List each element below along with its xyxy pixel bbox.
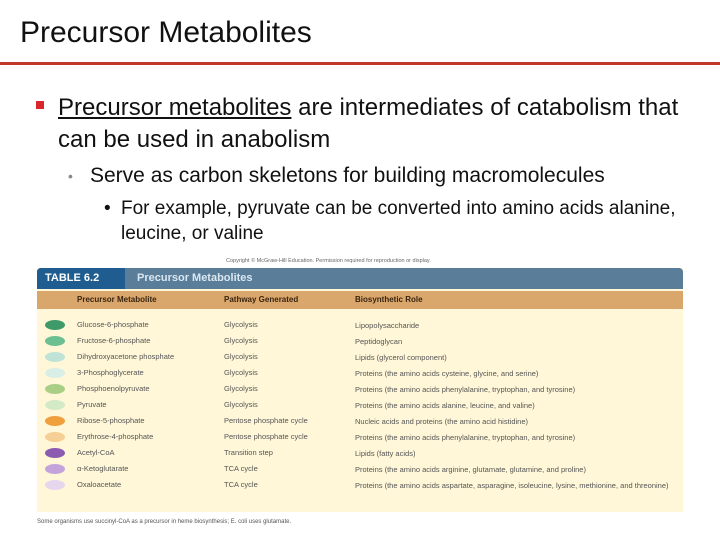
title-divider: [0, 62, 720, 65]
bullet-text: are intermediates of catabolism that can be used in anabolism: [58, 94, 679, 153]
cell-metabolite: Fructose-6-phosphate: [77, 336, 151, 345]
cell-metabolite: Pyruvate: [77, 400, 107, 409]
metabolite-color-oval-icon: [45, 448, 65, 458]
metabolite-color-oval-icon: [45, 416, 65, 426]
cell-pathway: Glycolysis: [224, 352, 258, 361]
copyright-notice: Copyright © McGraw-Hill Education. Permission required for reproduction or display.: [226, 258, 431, 264]
slide-title: Precursor Metabolites: [20, 16, 312, 49]
cell-pathway: Pentose phosphate cycle: [224, 432, 308, 441]
cell-role: Proteins (the amino acids aspartate, asparagine, isoleucine, lysine, methionine, and threonine): [355, 481, 669, 490]
table-header: [37, 291, 683, 309]
cell-role: Proteins (the amino acids cysteine, glycine, and serine): [355, 369, 539, 378]
header-role: Biosynthetic Role: [355, 295, 423, 304]
header-pathway: Pathway Generated: [224, 295, 299, 304]
bullet-dot-icon: •: [68, 168, 73, 184]
cell-pathway: TCA cycle: [224, 480, 258, 489]
cell-pathway: Pentose phosphate cycle: [224, 416, 308, 425]
metabolite-color-oval-icon: [45, 464, 65, 474]
bullet-text: For example, pyruvate can be converted into amino acids alanine, leucine, or valine: [121, 198, 676, 244]
cell-pathway: Glycolysis: [224, 368, 258, 377]
header-metabolite: Precursor Metabolite: [77, 295, 157, 304]
cell-pathway: Glycolysis: [224, 336, 258, 345]
cell-pathway: TCA cycle: [224, 464, 258, 473]
metabolite-color-oval-icon: [45, 320, 65, 330]
cell-metabolite: Erythrose-4-phosphate: [77, 432, 154, 441]
table-row: [37, 429, 683, 445]
metabolite-color-oval-icon: [45, 368, 65, 378]
cell-role: Peptidoglycan: [355, 337, 403, 346]
bullet-text: Serve as carbon skeletons for building macromolecules: [90, 164, 605, 187]
precursor-table: [37, 268, 683, 512]
metabolite-color-oval-icon: [45, 400, 65, 410]
table-row: [37, 445, 683, 461]
cell-metabolite: α-Ketoglutarate: [77, 464, 129, 473]
cell-role: Lipids (glycerol component): [355, 353, 447, 362]
cell-metabolite: Ribose-5-phosphate: [77, 416, 145, 425]
table-row: [37, 333, 683, 349]
table-row: [37, 461, 683, 477]
table-row: [37, 349, 683, 365]
cell-pathway: Glycolysis: [224, 384, 258, 393]
cell-metabolite: Dihydroxyacetone phosphate: [77, 352, 175, 361]
cell-pathway: Transition step: [224, 448, 273, 457]
cell-role: Lipopolysaccharide: [355, 321, 420, 330]
metabolite-color-oval-icon: [45, 432, 65, 442]
cell-role: Proteins (the amino acids alanine, leucine, and valine): [355, 401, 535, 410]
table-name: Precursor Metabolites: [137, 272, 253, 284]
table-row: [37, 397, 683, 413]
cell-metabolite: 3-Phosphoglycerate: [77, 368, 144, 377]
cell-pathway: Glycolysis: [224, 320, 258, 329]
table-row: [37, 365, 683, 381]
metabolite-color-oval-icon: [45, 352, 65, 362]
cell-metabolite: Phosphoenolpyruvate: [77, 384, 150, 393]
table-footnote: Some organisms use succinyl-CoA as a precursor in heme biosynthesis; E. coli uses glutamate.: [37, 519, 292, 525]
table-label: TABLE 6.2: [37, 268, 125, 289]
metabolite-color-oval-icon: [45, 480, 65, 490]
cell-role: Proteins (the amino acids phenylalanine, tryptophan, and tyrosine): [355, 385, 576, 394]
table-row: [37, 317, 683, 333]
table-row: [37, 413, 683, 429]
cell-metabolite: Oxaloacetate: [77, 480, 122, 489]
cell-role: Proteins (the amino acids arginine, glutamate, glutamine, and proline): [355, 465, 586, 474]
bullet-dot-icon: •: [104, 198, 111, 219]
table-row: [37, 477, 683, 493]
bullet-square-icon: [36, 101, 44, 109]
metabolite-color-oval-icon: [45, 384, 65, 394]
metabolite-color-oval-icon: [45, 336, 65, 346]
cell-metabolite: Acetyl-CoA: [77, 448, 115, 457]
key-term: Precursor metabolites: [58, 94, 292, 121]
cell-role: Lipids (fatty acids): [355, 449, 416, 458]
table-title-bar: [37, 268, 683, 289]
cell-role: Nucleic acids and proteins (the amino acid histidine): [355, 417, 529, 426]
cell-metabolite: Glucose-6-phosphate: [77, 320, 149, 329]
cell-pathway: Glycolysis: [224, 400, 258, 409]
cell-role: Proteins (the amino acids phenylalanine, tryptophan, and tyrosine): [355, 433, 576, 442]
table-row: [37, 381, 683, 397]
